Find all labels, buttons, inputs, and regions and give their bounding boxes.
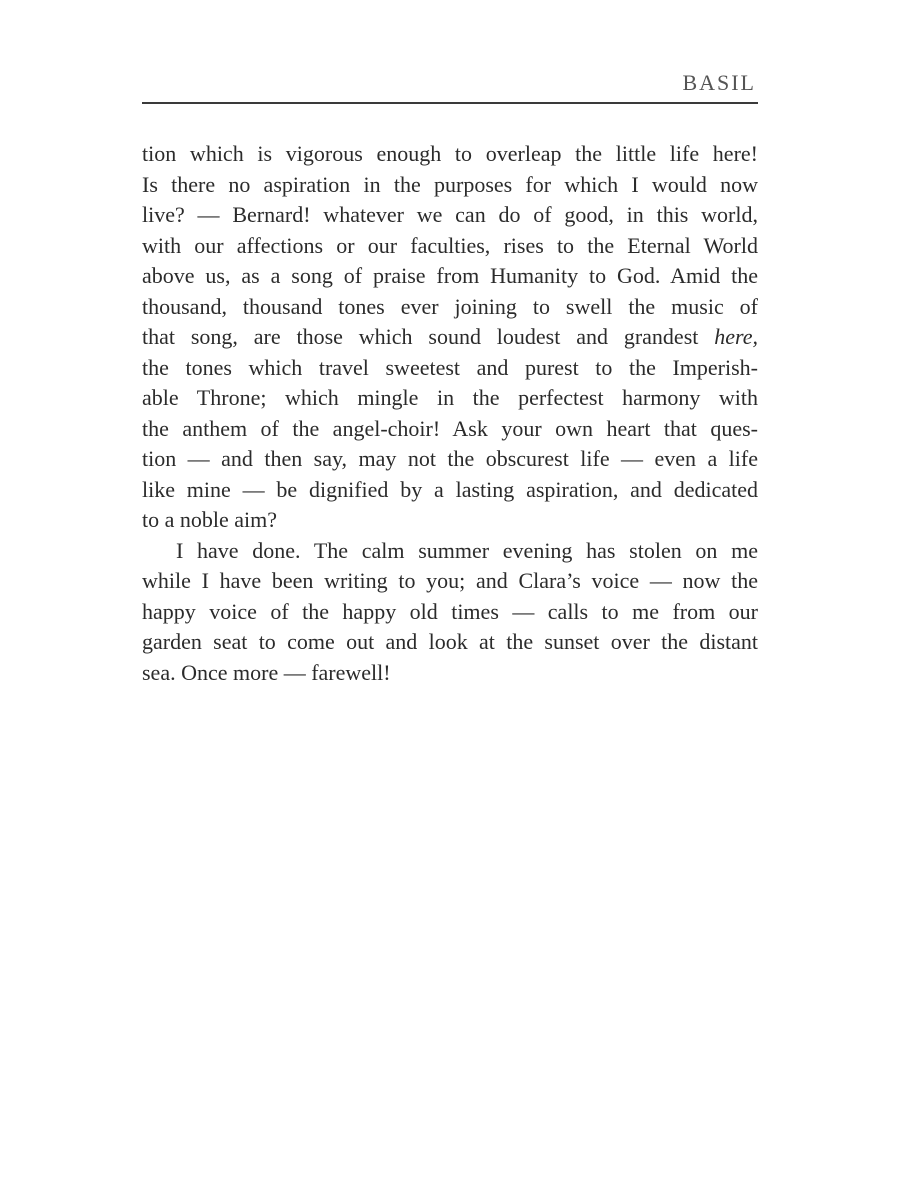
emphasized-word: here, [714,324,759,349]
text-line: like mine — be dignified by a lasting aspiration, and dedicated [142,476,758,502]
body-text [142,139,758,688]
text-line: above us, as a song of praise from Humanity to God. Amid the [142,263,758,288]
text-line: thousand, thousand tones ever joining to swell the music of [142,293,758,319]
text-line: garden seat to come out and look at the sunset over the distant [142,629,758,654]
text-line: the anthem of the angel-choir! Ask your own heart that ques- [142,415,758,441]
text-line: while I have been writing to you; and Clara’s voice — now the [142,568,758,593]
text-line: sea. Once more — farewell! [142,659,391,685]
text-line: able Throne; which mingle in the perfectest harmony with [142,385,758,410]
running-title: BASIL [682,70,756,95]
paragraph [142,536,758,689]
text-line: the tones which travel sweetest and purest to the Imperish- [142,354,758,380]
text-line-with-emphasis [142,322,758,353]
text-line: happy voice of the happy old times — calls to me from our [142,598,758,624]
text-line: I have done. The calm summer evening has stolen on me [176,537,758,563]
text-line: tion which is vigorous enough to overleap the little life here! [142,141,758,166]
text-segment: that song, are those which sound loudest and grandest [142,324,699,349]
text-line: to a noble aim? [142,507,278,532]
running-header [142,66,758,104]
text-line: with our affections or our faculties, rises to the Eternal World [142,232,758,258]
text-line: Is there no aspiration in the purposes for which I would now [142,171,758,197]
text-line: tion — and then say, may not the obscurest life — even a life [142,446,758,471]
paragraph [142,139,758,536]
text-line: live? — Bernard! whatever we can do of good, in this world, [142,202,758,227]
